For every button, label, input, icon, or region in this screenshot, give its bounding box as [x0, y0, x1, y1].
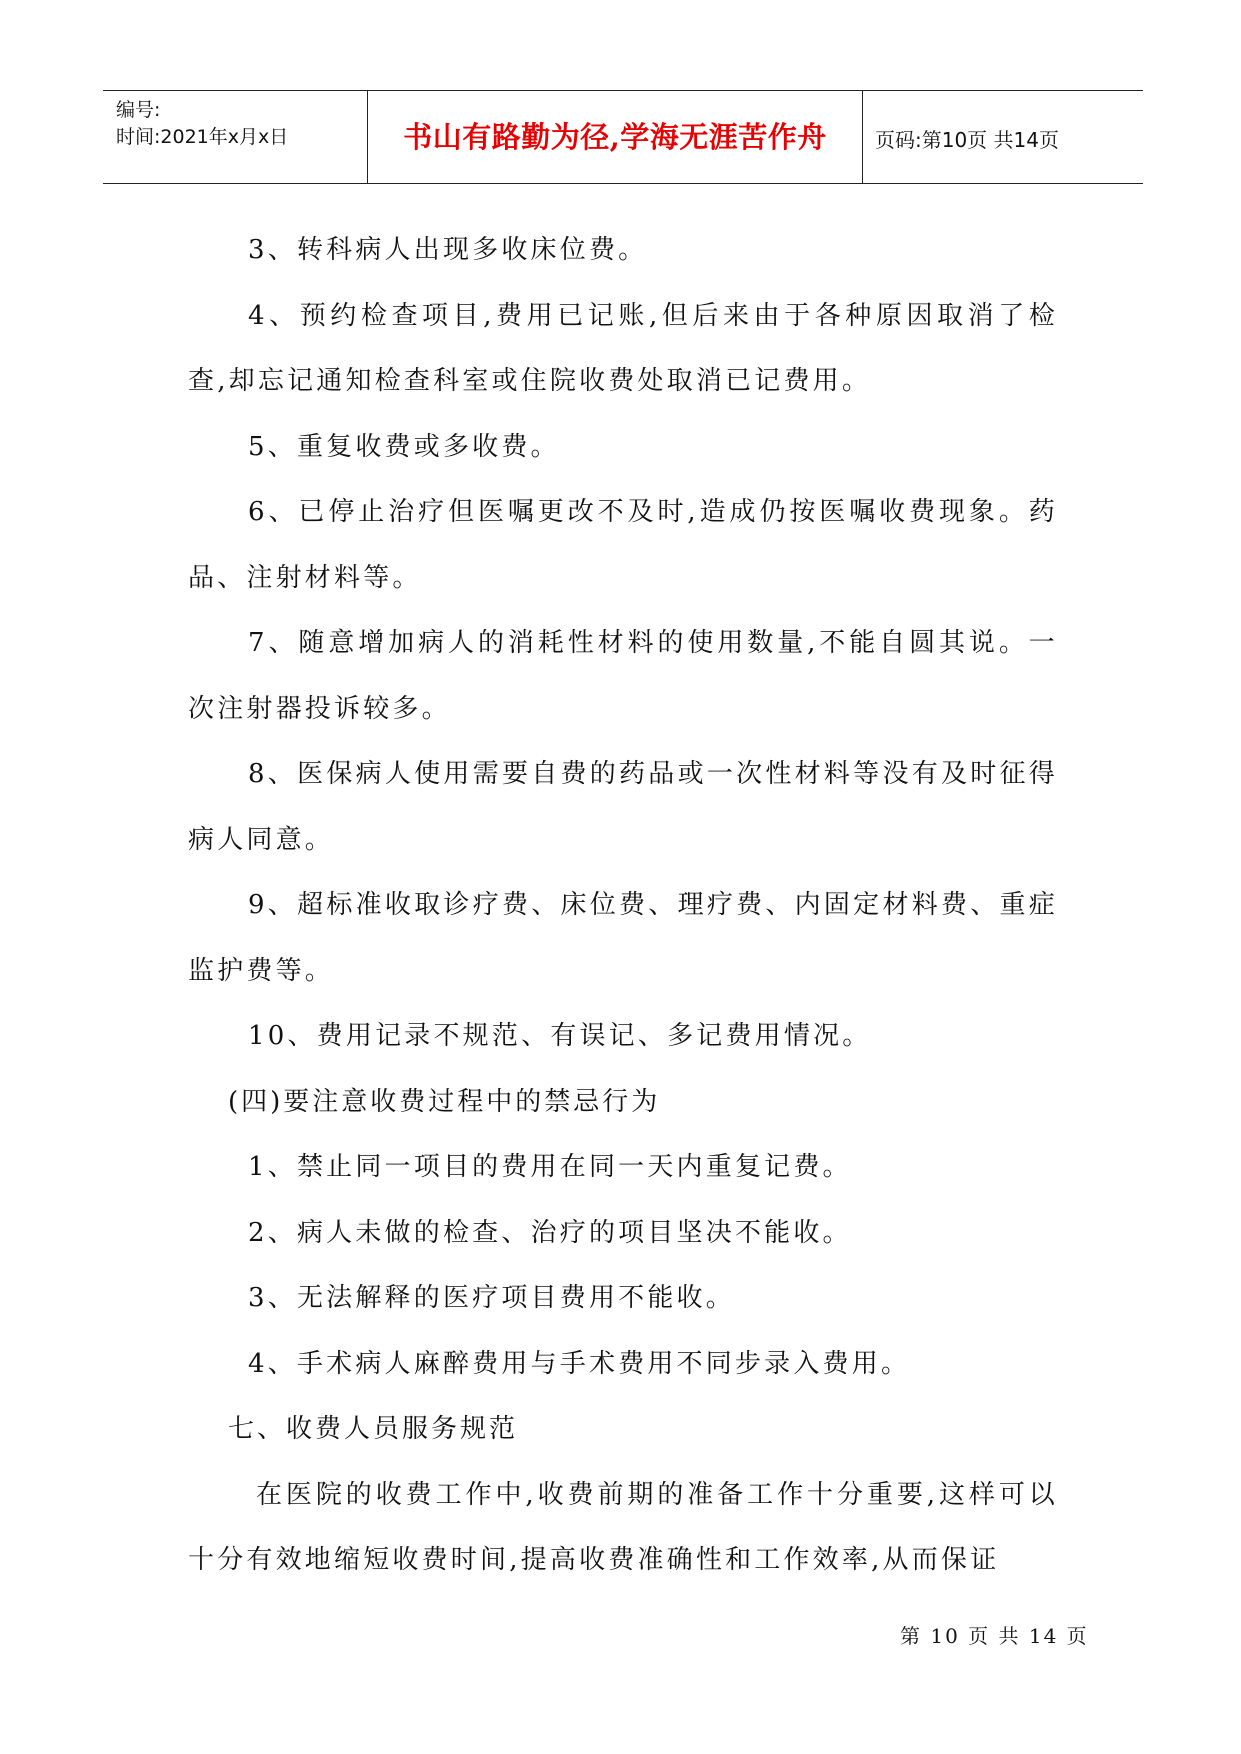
paragraph: 3、无法解释的医疗项目费用不能收。	[248, 1283, 735, 1313]
paragraph: 9、超标准收取诊疗费、床位费、理疗费、内固定材料费、重症监护费等。	[188, 890, 1058, 986]
paragraph: 4、预约检查项目,费用已记账,但后来由于各种原因取消了检查,却忘记通知检查科室或住院收费处取消已记费用。	[188, 300, 1058, 396]
document-number-label: 编号:	[116, 99, 161, 121]
header-page-cell	[863, 91, 1143, 183]
paragraph: 5、重复收费或多收费。	[248, 431, 560, 462]
paragraph: 1、禁止同一项目的费用在同一天内重复记费。	[248, 1152, 852, 1182]
header-page-info: 页码:第10页 共14页	[875, 128, 1059, 152]
section-heading: 七、收费人员服务规范	[228, 1414, 519, 1444]
paragraph: 2、病人未做的检查、治疗的项目坚决不能收。	[248, 1217, 852, 1248]
paragraph: 4、手术病人麻醉费用与手术费用不同步录入费用。	[248, 1348, 911, 1379]
paragraph: 在医院的收费工作中,收费前期的准备工作十分重要,这样可以十分有效地缩短收费时间,提高收费准确性和工作效率,从而保证	[188, 1479, 1058, 1575]
paragraph: 10、费用记录不规范、有误记、多记费用情况。	[248, 1021, 872, 1051]
section-subheading: (四)要注意收费过程中的禁忌行为	[228, 1086, 661, 1117]
document-header	[103, 90, 1143, 184]
document-time-label: 时间:2021年x月x日	[116, 126, 289, 148]
page-footer: 第 10 页 共 14 页	[900, 1624, 1089, 1648]
header-meta-cell	[103, 91, 368, 183]
paragraph: 3、转科病人出现多收床位费。	[248, 235, 648, 265]
paragraph: 7、随意增加病人的消耗性材料的使用数量,不能自圆其说。一次注射器投诉较多。	[188, 628, 1058, 724]
header-motto: 书山有路勤为径,学海无涯苦作舟	[403, 120, 827, 154]
header-motto-cell	[368, 91, 863, 183]
document-body	[188, 218, 1058, 1594]
paragraph: 6、已停止治疗但医嘱更改不及时,造成仍按医嘱收费现象。药品、注射材料等。	[188, 497, 1058, 593]
paragraph: 8、医保病人使用需要自费的药品或一次性材料等没有及时征得病人同意。	[188, 759, 1058, 855]
